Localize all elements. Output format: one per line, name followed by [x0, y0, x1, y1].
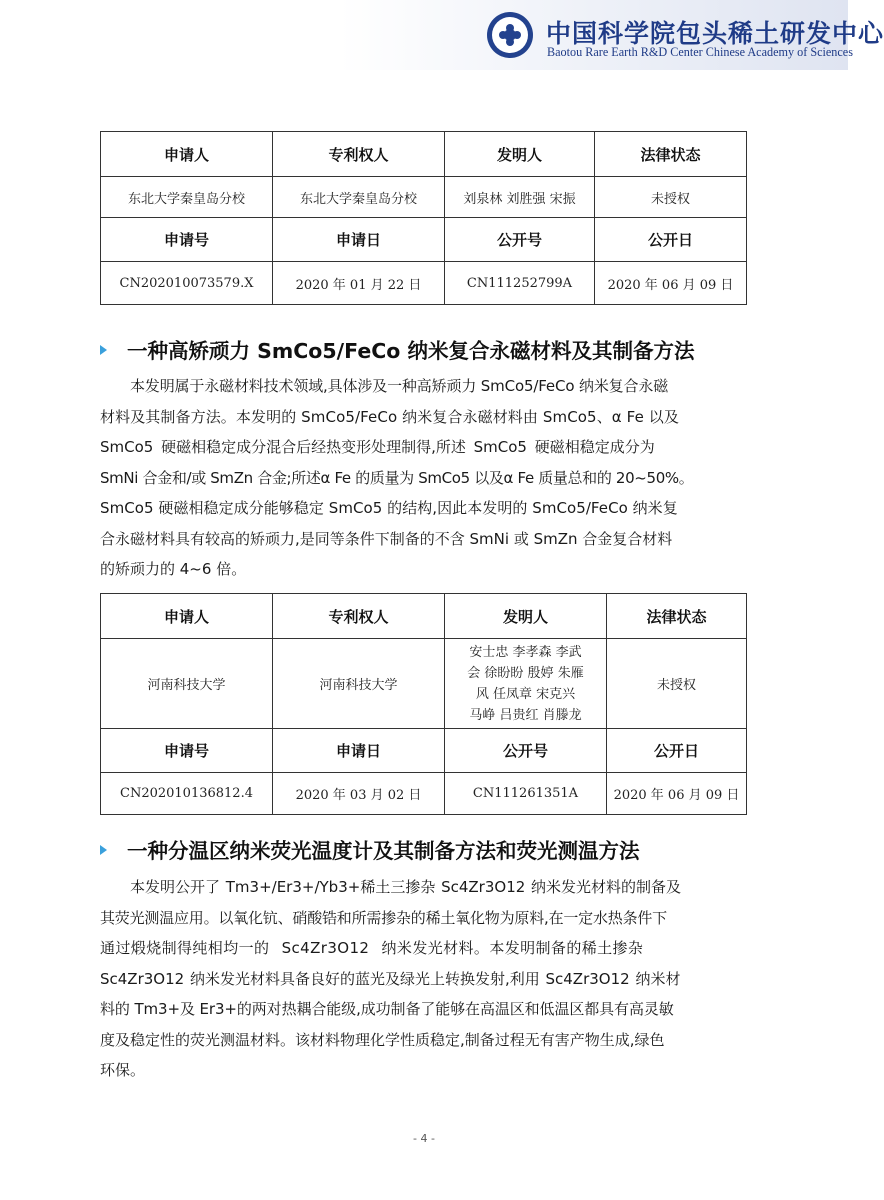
table-header-cell: 申请日 [273, 729, 445, 773]
table-header-cell: 申请人 [101, 132, 273, 177]
section-body [100, 872, 748, 1086]
inventor-line: 安士忠 李孝森 李武 [469, 644, 582, 660]
patentee-cell: 河南科技大学 [273, 639, 445, 729]
publication-number-cell: CN111261351A [445, 773, 607, 815]
application-number-cell: CN202010136812.4 [101, 773, 273, 815]
table-row [101, 177, 747, 218]
logo-emblem [504, 29, 516, 41]
paragraph-line: 料的 Tm3+及 Er3+的两对热耦合能级,成功制备了能够在高温区和低温区都具有高灵敏 [100, 1000, 674, 1018]
table-header-row [101, 132, 747, 177]
paragraph-line: 通过煅烧制得纯相均一的 Sc4Zr3O12 纳米发光材料。本发明制备的稀土掺杂 [100, 939, 644, 957]
inventor-cell [445, 639, 607, 729]
table-header-cell: 公开日 [607, 729, 747, 773]
section-title-text: 一种分温区纳米荧光温度计及其制备方法和荧光测温方法 [127, 839, 640, 863]
inventor-line: 会 徐盼盼 殷婷 朱雁 [467, 665, 584, 681]
applicant-cell: 东北大学秦皇岛分校 [101, 177, 273, 218]
paragraph-line: 环保。 [100, 1061, 146, 1079]
table-header-cell: 申请号 [101, 729, 273, 773]
org-name-cn: 中国科学院包头稀土研发中心 [546, 19, 884, 48]
cas-logo-icon [487, 12, 533, 58]
paragraph-line: 材料及其制备方法。本发明的 SmCo5/FeCo 纳米复合永磁材料由 SmCo5、α Fe 以及 [100, 407, 679, 426]
paragraph-line: SmNi 合金和/或 SmZn 合金;所述α Fe 的质量为 SmCo5 以及α Fe 质量总和的 20~50%。 [100, 468, 694, 487]
paragraph-line: 其荧光测温应用。以氧化钪、硝酸锆和所需掺杂的稀土氧化物为原料,在一定水热条件下 [100, 908, 667, 927]
paragraph-line: SmCo5 硬磁相稳定成分能够稳定 SmCo5 的结构,因此本发明的 SmCo5/FeCo 纳米复 [100, 499, 678, 517]
paragraph-line: 度及稳定性的荧光测温材料。该材料物理化学性质稳定,制备过程无有害产物生成,绿色 [100, 1030, 665, 1049]
publication-number-cell: CN111252799A [445, 262, 595, 305]
table-header-cell: 发明人 [445, 594, 607, 639]
table-header-cell: 申请人 [101, 594, 273, 639]
table-header-cell: 发明人 [445, 132, 595, 177]
table-header-cell: 公开号 [445, 218, 595, 262]
paragraph-line: 合永磁材料具有较高的矫顽力,是同等条件下制备的不含 SmNi 或 SmZn 合金复合材料 [100, 529, 673, 548]
table-header-row [101, 729, 747, 773]
inventor-line: 风 任凤章 宋克兴 [475, 686, 576, 702]
patent-table-1 [100, 131, 747, 305]
table-header-cell: 公开号 [445, 729, 607, 773]
table-header-cell: 专利权人 [273, 132, 445, 177]
applicant-cell: 河南科技大学 [101, 639, 273, 729]
publication-date-cell: 2020 年 06 月 09 日 [595, 262, 747, 305]
application-date-cell: 2020 年 03 月 02 日 [273, 773, 445, 815]
table-header-cell: 专利权人 [273, 594, 445, 639]
legal-status-cell: 未授权 [595, 177, 747, 218]
patentee-cell: 东北大学秦皇岛分校 [273, 177, 445, 218]
paragraph-line: Sc4Zr3O12 纳米发光材料具备良好的蓝光及绿光上转换发射,利用 Sc4Zr3O12 纳米材 [100, 969, 681, 988]
table-row [101, 773, 747, 815]
paragraph-line: 的矫顽力的 4~6 倍。 [100, 560, 247, 578]
application-date-cell: 2020 年 01 月 22 日 [273, 262, 445, 305]
table-header-cell: 法律状态 [607, 594, 747, 639]
patent-table-2 [100, 593, 747, 815]
table-header-cell: 法律状态 [595, 132, 747, 177]
header-banner [0, 0, 884, 70]
paragraph-line: 本发明属于永磁材料技术领域,具体涉及一种高矫顽力 SmCo5/FeCo 纳米复合永磁 [130, 377, 669, 395]
triangle-bullet-icon [100, 345, 107, 355]
section-body [100, 371, 748, 585]
inventor-cell: 刘泉林 刘胜强 宋振 [445, 177, 595, 218]
section-title [100, 334, 800, 366]
paragraph-line: 本发明公开了 Tm3+/Er3+/Yb3+稀土三掺杂 Sc4Zr3O12 纳米发光材料的制备及 [130, 878, 682, 896]
section-title [100, 834, 800, 866]
table-header-cell: 申请日 [273, 218, 445, 262]
triangle-bullet-icon [100, 845, 107, 855]
logo-inner [492, 17, 528, 53]
table-header-row [101, 594, 747, 639]
table-header-row [101, 218, 747, 262]
table-header-cell: 公开日 [595, 218, 747, 262]
table-header-cell: 申请号 [101, 218, 273, 262]
org-name-en: Baotou Rare Earth R&D Center Chinese Academy of Sciences [547, 45, 853, 59]
legal-status-cell: 未授权 [607, 639, 747, 729]
application-number-cell: CN202010073579.X [101, 262, 273, 305]
inventor-line: 马峥 吕贵红 肖滕龙 [469, 707, 582, 723]
section-title-text: 一种高矫顽力 SmCo5/FeCo 纳米复合永磁材料及其制备方法 [127, 339, 695, 363]
paragraph-line: SmCo5 硬磁相稳定成分混合后经热变形处理制得,所述 SmCo5 硬磁相稳定成分为 [100, 438, 655, 456]
page-number: - 4 - [413, 1132, 435, 1145]
table-row [101, 639, 747, 729]
table-row [101, 262, 747, 305]
publication-date-cell: 2020 年 06 月 09 日 [607, 773, 747, 815]
